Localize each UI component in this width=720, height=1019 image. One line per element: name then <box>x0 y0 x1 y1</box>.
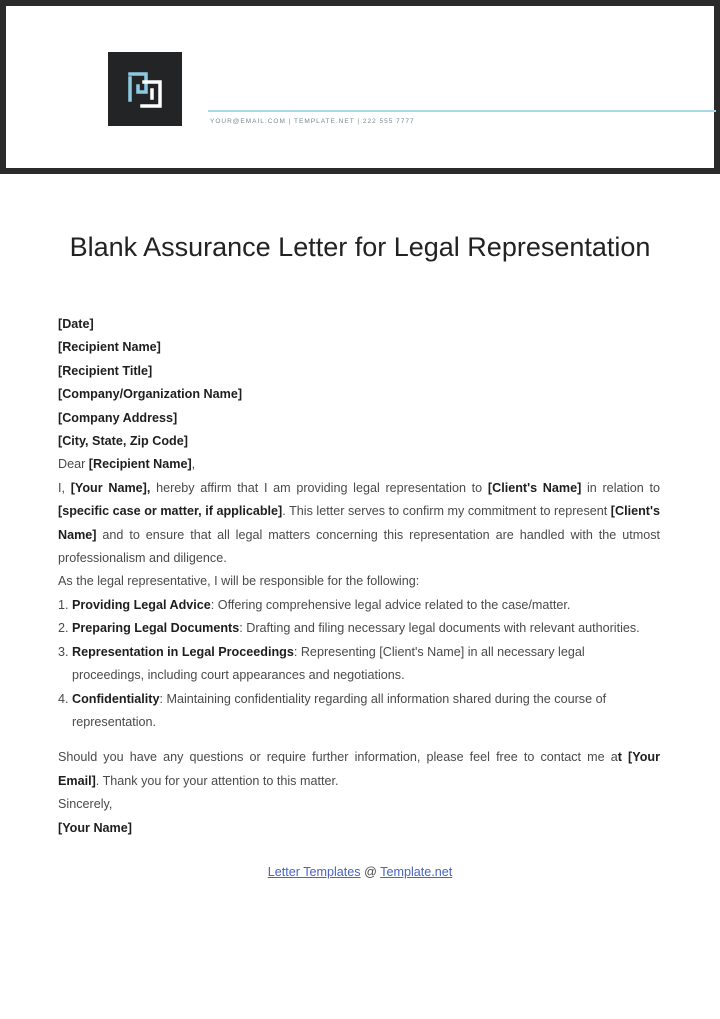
signoff: Sincerely, <box>58 797 113 812</box>
address-date: [Date] <box>58 317 94 331</box>
list-item: 3. Representation in Legal Proceedings: Representing [Client's Name] in all necessary legal proceedings, including court appearances and negotiations. <box>72 641 660 688</box>
footer <box>0 865 720 879</box>
header-divider <box>208 110 716 112</box>
letter-templates-link[interactable]: Letter Templates <box>267 865 361 879</box>
letterhead <box>0 0 720 174</box>
opening-paragraph: I, [Your Name], hereby affirm that I am providing legal representation to [Client's Name] in relation to [specific case or matter, if applicable]. This letter serves to confirm my commitment to represent [Client's Name] and to ensure that all legal matters concerning this representation are handled with the utmost professionalism and diligence. <box>58 480 661 566</box>
list-item: 1. Providing Legal Advice: Offering comprehensive legal advice related to the case/matter. <box>72 594 660 617</box>
logo <box>108 52 182 126</box>
contact-line: YOUR@EMAIL.COM | TEMPLATE.NET | 222 555 7777 <box>210 118 415 125</box>
list-item: 2. Preparing Legal Documents: Drafting and filing necessary legal documents with relevant authorities. <box>72 617 660 640</box>
closing-paragraph: Should you have any questions or require further information, please feel free to contact me at [Your Email]. Thank you for your attention to this matter. <box>58 750 660 788</box>
salutation: Dear [Recipient Name], <box>58 457 196 472</box>
template-net-logo-icon <box>108 52 182 126</box>
spacer <box>58 734 660 746</box>
responsibilities-list <box>58 594 660 734</box>
footer-separator: @ <box>360 865 381 879</box>
template-net-link[interactable]: Template.net <box>380 865 453 879</box>
letter-body <box>58 313 660 840</box>
address-company-address: [Company Address] <box>58 410 178 425</box>
list-item: 4. Confidentiality: Maintaining confidentiality regarding all information shared during the course of representation. <box>72 688 660 735</box>
address-recipient-title: [Recipient Title] <box>58 363 153 378</box>
address-company-name: [Company/Organization Name] <box>58 387 243 402</box>
responsibilities-intro: As the legal representative, I will be responsible for the following: <box>58 574 420 589</box>
document-title: Blank Assurance Letter for Legal Representation <box>69 232 651 262</box>
address-city-state-zip: [City, State, Zip Code] <box>58 434 188 449</box>
signature: [Your Name] <box>58 820 132 835</box>
address-recipient-name: [Recipient Name] <box>58 340 161 355</box>
